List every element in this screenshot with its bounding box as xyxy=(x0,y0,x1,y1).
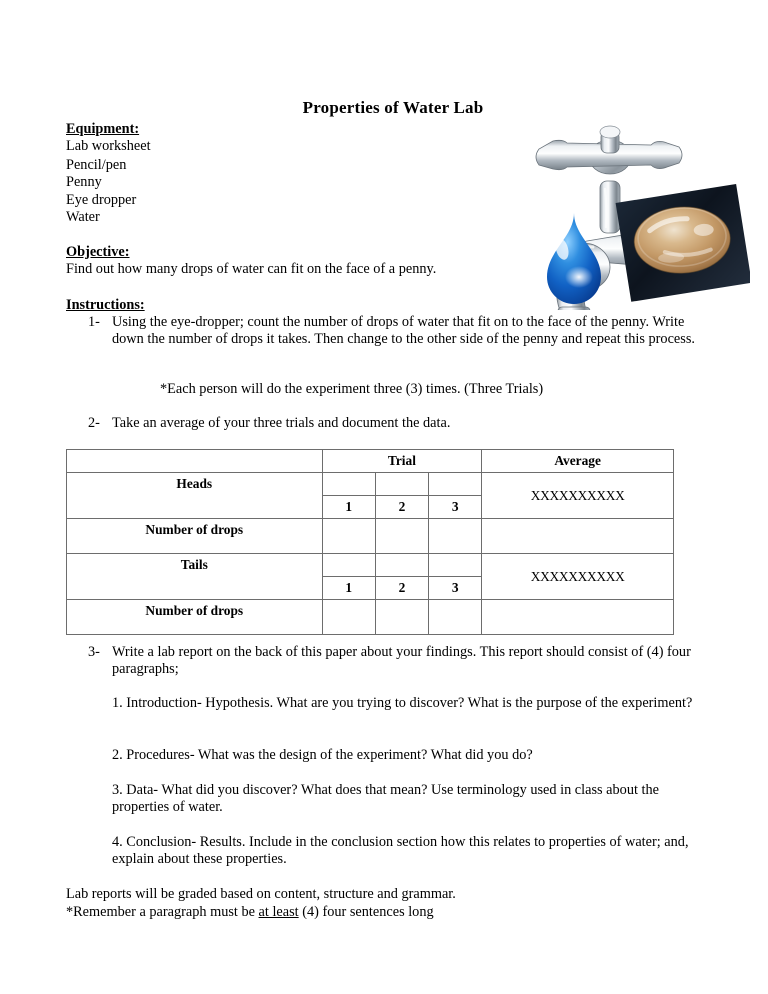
table-label-heads: Heads xyxy=(67,473,323,519)
objective-text: Find out how many drops of water can fit on the face of a penny. xyxy=(66,261,437,277)
table-header-average: Average xyxy=(482,450,674,473)
table-label-tails: Tails xyxy=(67,554,323,600)
penny-with-water-photo xyxy=(616,184,750,302)
table-row-tails-label xyxy=(67,554,674,577)
table-input-heads-drops-1[interactable] xyxy=(322,519,375,554)
instruction-item-1 xyxy=(88,314,704,349)
instruction-item-2 xyxy=(88,415,688,432)
table-cell-heads-spacer-3 xyxy=(429,473,482,496)
table-tails-trial-1: 1 xyxy=(322,577,375,600)
reminder-suffix: (4) four sentences long xyxy=(298,904,434,920)
report-paragraph-4: 4. Conclusion- Results. Include in the conclusion section how this relates to properties of water; and, explain about these properties. xyxy=(112,834,689,868)
equipment-item-3: Eye dropper xyxy=(66,192,137,208)
table-row-header xyxy=(67,450,674,473)
water-droplet-icon xyxy=(547,213,601,304)
table-row-heads-label xyxy=(67,473,674,496)
report-paragraph-3: 3. Data- What did you discover? What does that mean? Use terminology used in class about the properties of water. xyxy=(112,782,659,816)
table-cell-heads-spacer-1 xyxy=(322,473,375,496)
table-input-heads-drops-3[interactable] xyxy=(429,519,482,554)
table-cell-tails-average xyxy=(482,554,674,600)
equipment-item-1: Pencil/pen xyxy=(66,157,127,173)
instruction-3-text: Write a lab report on the back of this paper about your findings. This report should consist of (4) four paragraphs; xyxy=(112,644,691,678)
table-input-tails-drops-average[interactable] xyxy=(482,600,674,635)
table-input-tails-drops-3[interactable] xyxy=(429,600,482,635)
equipment-item-0: Lab worksheet xyxy=(66,138,151,154)
table-heads-average-value: XXXXXXXXXX xyxy=(530,487,625,503)
table-cell-heads-average xyxy=(482,473,674,519)
table-heads-trial-1: 1 xyxy=(322,496,375,519)
table-label-tails-drops: Number of drops xyxy=(67,600,323,635)
table-tails-average-value: XXXXXXXXXX xyxy=(530,568,625,584)
table-heads-trial-3: 3 xyxy=(429,496,482,519)
table-input-heads-drops-average[interactable] xyxy=(482,519,674,554)
report-paragraph-2: 2. Procedures- What was the design of the experiment? What did you do? xyxy=(112,747,533,763)
table-row-tails-drops xyxy=(67,600,674,620)
page-title: Properties of Water Lab xyxy=(302,98,484,117)
equipment-heading: Equipment: xyxy=(66,121,140,137)
instructions-trials-note: *Each person will do the experiment three (3) times. (Three Trials) xyxy=(160,381,544,397)
report-paragraph-1: 1. Introduction- Hypothesis. What are you trying to discover? What is the purpose of the experiment? xyxy=(112,695,693,711)
instruction-2-text: Take an average of your three trials and document the data. xyxy=(112,415,451,431)
table-cell-tails-spacer-2 xyxy=(375,554,428,577)
instructions-heading: Instructions: xyxy=(66,297,145,313)
instruction-1-text: Using the eye-dropper; count the number of drops of water that fit on to the face of the penny. Write down the number of drops it takes. Then change to the other side of the penny and repeat this process. xyxy=(112,314,695,348)
table-corner-cell xyxy=(67,450,323,473)
grading-note: Lab reports will be graded based on content, structure and grammar. xyxy=(66,886,456,902)
table-input-heads-drops-2[interactable] xyxy=(375,519,428,554)
trials-data-table xyxy=(66,449,674,635)
table-input-tails-drops-2[interactable] xyxy=(375,600,428,635)
table-row-heads-drops xyxy=(67,519,674,539)
instruction-1-marker: 1- xyxy=(88,314,100,330)
table-heads-trial-2: 2 xyxy=(375,496,428,519)
header-artwork xyxy=(505,85,750,310)
instruction-3-marker: 3- xyxy=(88,644,100,660)
table-tails-trial-2: 2 xyxy=(375,577,428,600)
instruction-item-3 xyxy=(88,644,704,679)
table-label-heads-drops: Number of drops xyxy=(67,519,323,554)
table-cell-tails-spacer-1 xyxy=(322,554,375,577)
table-input-tails-drops-1[interactable] xyxy=(322,600,375,635)
reminder-prefix: *Remember a paragraph must be xyxy=(66,904,259,920)
table-cell-tails-spacer-3 xyxy=(429,554,482,577)
equipment-item-2: Penny xyxy=(66,174,102,190)
reminder-emphasis: at least xyxy=(258,904,299,920)
objective-heading: Objective: xyxy=(66,244,130,260)
table-header-trial: Trial xyxy=(322,450,482,473)
equipment-item-4: Water xyxy=(66,209,100,225)
instruction-2-marker: 2- xyxy=(88,415,100,431)
table-tails-trial-3: 3 xyxy=(429,577,482,600)
paragraph-length-reminder xyxy=(66,904,706,921)
table-cell-heads-spacer-2 xyxy=(375,473,428,496)
